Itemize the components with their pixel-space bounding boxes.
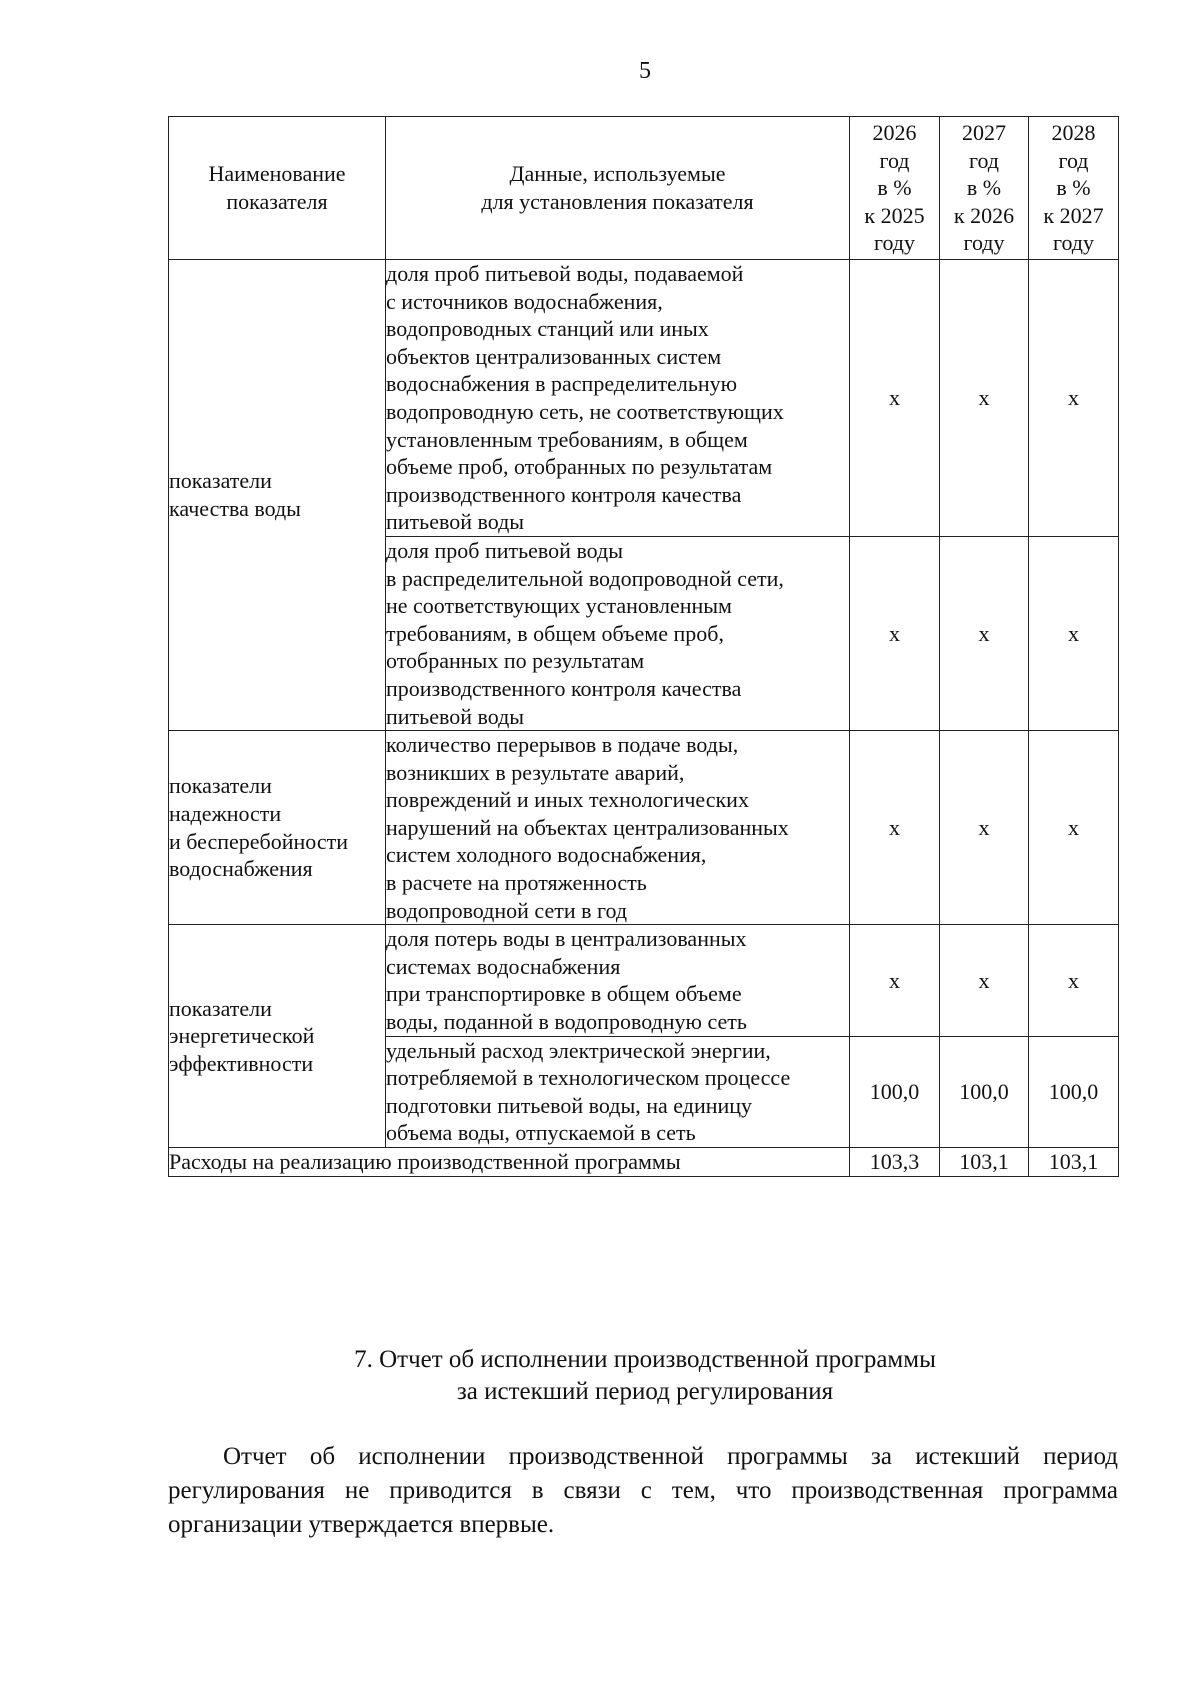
section-body	[168, 1440, 1118, 1542]
value-2026: x	[850, 536, 940, 730]
group-name-energy-efficiency: показатели энергетической эффективности	[169, 925, 386, 1148]
value-2028: 100,0	[1029, 1036, 1119, 1147]
indicator-description: доля проб питьевой воды, подаваемой с источников водоснабжения, водопроводных станций или иных объектов централизованных систем водоснабжения в распределительную водопроводную сеть, не соответствующих установленным требованиям, в общем объеме проб, отобранных по результатам производственного контроля качества питьевой воды	[386, 260, 850, 537]
header-year-2026: 2026 год в % к 2025 году	[850, 117, 940, 260]
value-2026: x	[850, 260, 940, 537]
total-value-2027: 103,1	[940, 1148, 1029, 1177]
indicators-table	[168, 116, 1119, 1177]
table-row	[169, 260, 1119, 537]
header-year-2027: 2027 год в % к 2026 году	[940, 117, 1029, 260]
value-2028: x	[1029, 260, 1119, 537]
page-number: 5	[639, 58, 651, 84]
total-value-2028: 103,1	[1029, 1148, 1119, 1177]
value-2028: x	[1029, 731, 1119, 925]
indicator-description: удельный расход электрической энергии, потребляемой в технологическом процессе подготовки питьевой воды, на единицу объема воды, отпускаемой в сеть	[386, 1036, 850, 1147]
value-2028: x	[1029, 925, 1119, 1036]
value-2027: x	[940, 925, 1029, 1036]
table-row	[169, 731, 1119, 925]
total-value-2026: 103,3	[850, 1148, 940, 1177]
indicator-description: количество перерывов в подаче воды, возникших в результате аварий, повреждений и иных технологических нарушений на объектах централизованных систем холодного водоснабжения, в расчете на протяженность водопроводной сети в год	[386, 731, 850, 925]
value-2026: x	[850, 925, 940, 1036]
value-2027: 100,0	[940, 1036, 1029, 1147]
value-2026: x	[850, 731, 940, 925]
value-2028: x	[1029, 536, 1119, 730]
total-row	[169, 1148, 1119, 1177]
group-name-reliability: показатели надежности и бесперебойности водоснабжения	[169, 731, 386, 925]
header-indicator-data: Данные, используемые для установления показателя	[386, 117, 850, 260]
value-2026: 100,0	[850, 1036, 940, 1147]
table-row	[169, 925, 1119, 1036]
value-2027: x	[940, 260, 1029, 537]
value-2027: x	[940, 731, 1029, 925]
section-body-text: Отчет об исполнении производственной программы за истекший период регулирования не приводится в связи с тем, что производственная программа организации утверждается впервые.	[168, 1443, 1118, 1538]
section-title: 7. Отчет об исполнении производственной программы за истекший период регулирования	[354, 1346, 936, 1405]
indicator-description: доля потерь воды в централизованных системах водоснабжения при транспортировке в общем объеме воды, поданной в водопроводную сеть	[386, 925, 850, 1036]
header-year-2028: 2028 год в % к 2027 году	[1029, 117, 1119, 260]
indicator-description: доля проб питьевой воды в распределительной водопроводной сети, не соответствующих установленным требованиям, в общем объеме проб, отобранных по результатам производственного контроля качества питьевой воды	[386, 536, 850, 730]
group-name-water-quality: показатели качества воды	[169, 260, 386, 731]
value-2027: x	[940, 536, 1029, 730]
header-indicator-name: Наименование показателя	[169, 117, 386, 260]
total-label: Расходы на реализацию производственной программы	[169, 1148, 850, 1177]
